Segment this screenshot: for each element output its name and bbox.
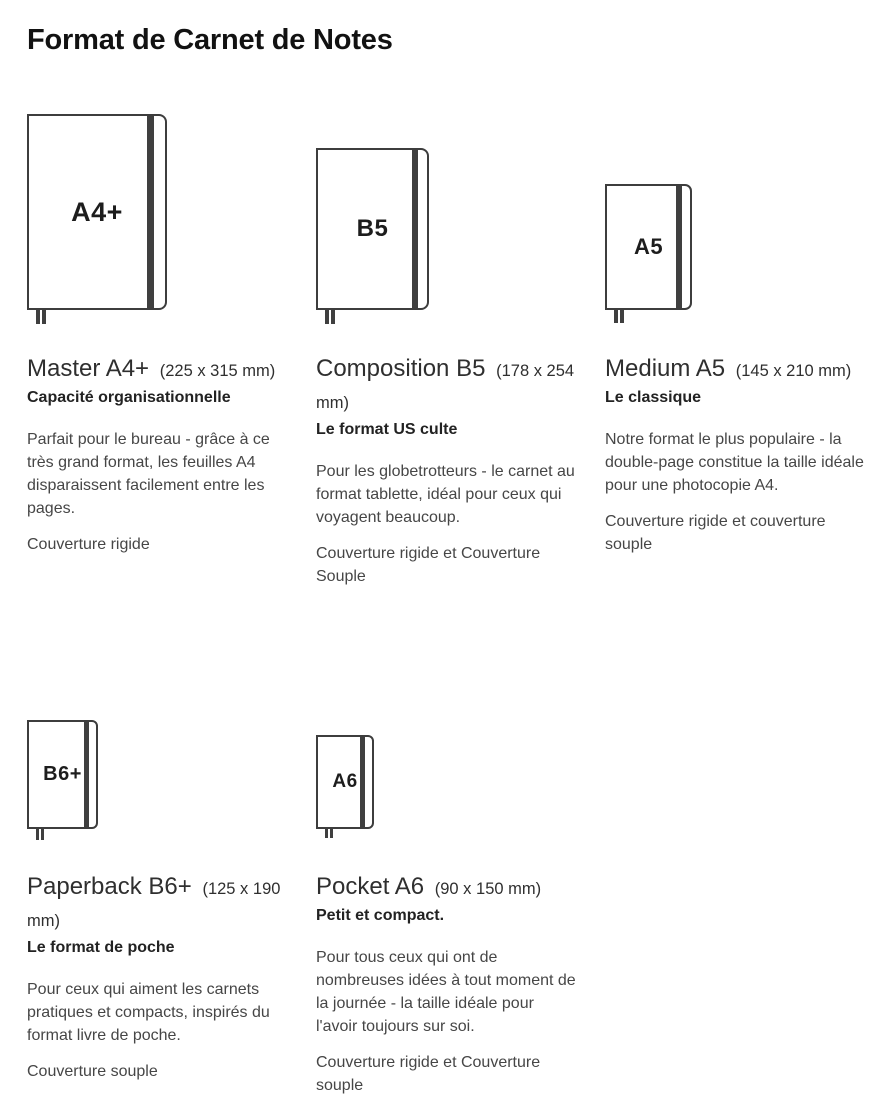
format-description: Notre format le plus populaire - la double-page constitue la taille idéale pour une photocopie A4.: [605, 431, 864, 494]
format-card-medium-a5: [605, 100, 867, 556]
notebook-cover: [605, 184, 692, 310]
format-cover-options: Couverture rigide et Couverture souple: [316, 1054, 541, 1094]
bookmark-ribbon-icon: [325, 829, 328, 838]
format-cover-options: Couverture rigide et Couverture Souple: [316, 545, 541, 585]
notebook-illustration: [27, 706, 289, 842]
format-card-composition-b5: [316, 100, 578, 588]
format-name: Paperback B6+: [27, 873, 192, 900]
format-dimensions: (178 x 254 mm): [316, 362, 575, 412]
format-name: Master A4+: [27, 355, 150, 382]
format-tagline: Capacité organisationnelle: [27, 389, 231, 406]
format-tagline: Petit et compact.: [316, 907, 445, 924]
bookmark-ribbon-icon: [330, 829, 333, 838]
format-dimensions: (90 x 150 mm): [434, 880, 542, 898]
format-dimensions: (145 x 210 mm): [735, 362, 852, 380]
format-dimensions: (225 x 315 mm): [159, 362, 276, 380]
format-card-pocket-a6: [316, 706, 578, 1097]
format-tagline: Le classique: [605, 389, 702, 406]
format-cover-options: Couverture rigide: [27, 536, 150, 553]
format-description: Parfait pour le bureau - grâce à ce très grand format, les feuilles A4 disparaissent facilement entre les pages.: [27, 431, 270, 517]
notebook-format-label: B6+: [43, 763, 82, 785]
elastic-band-icon: [147, 116, 154, 308]
format-card-master-a4plus: [27, 100, 289, 556]
notebook-illustration: [27, 100, 289, 324]
notebook-format-label: A4+: [71, 196, 123, 227]
elastic-band-icon: [84, 722, 89, 827]
format-tagline: Le format US culte: [316, 421, 458, 438]
format-description: Pour les globetrotteurs - le carnet au format tablette, idéal pour ceux qui voyagent beaucoup.: [316, 463, 575, 526]
format-cover-options: Couverture rigide et couverture souple: [605, 513, 826, 553]
format-title: [605, 354, 867, 386]
bookmark-ribbon-icon: [620, 310, 624, 323]
bookmark-ribbon-icon: [325, 310, 329, 324]
notebook-format-label: B5: [356, 215, 389, 242]
format-dimensions: (125 x 190 mm): [27, 880, 281, 930]
format-cover-options: Couverture souple: [27, 1063, 158, 1080]
format-title: [27, 354, 289, 386]
elastic-band-icon: [676, 186, 682, 308]
notebook-cover: [316, 148, 429, 310]
elastic-band-icon: [360, 737, 365, 827]
page-title: Format de Carnet de Notes: [27, 24, 393, 56]
bookmark-ribbon-icon: [36, 829, 39, 840]
format-name: Composition B5: [316, 355, 486, 382]
elastic-band-icon: [412, 150, 418, 308]
format-name: Medium A5: [605, 355, 726, 382]
formats-row-1: [27, 100, 890, 588]
format-title: [316, 872, 578, 904]
format-description: Pour tous ceux qui ont de nombreuses idées à tout moment de la journée - la taille idéale pour l'avoir toujours sur soi.: [316, 949, 576, 1035]
bookmark-ribbon-icon: [41, 829, 44, 840]
format-title: [27, 872, 289, 936]
bookmark-ribbon-icon: [331, 310, 335, 324]
notebook-illustration: [316, 706, 578, 842]
format-card-paperback-b6plus: [27, 706, 289, 1083]
format-title: [316, 354, 578, 418]
notebook-illustration: [605, 100, 867, 324]
bookmark-ribbon-icon: [42, 310, 46, 324]
bookmark-ribbon-icon: [36, 310, 40, 324]
format-name: Pocket A6: [316, 873, 425, 900]
notebook-cover: [27, 114, 167, 310]
notebook-format-label: A6: [332, 771, 358, 792]
notebook-illustration: [316, 100, 578, 324]
format-tagline: Le format de poche: [27, 939, 175, 956]
notebook-cover: [27, 720, 98, 829]
notebook-format-label: A5: [633, 234, 664, 259]
formats-row-2: [27, 706, 890, 1097]
notebook-cover: [316, 735, 374, 829]
bookmark-ribbon-icon: [614, 310, 618, 323]
format-description: Pour ceux qui aiment les carnets pratiques et compacts, inspirés du format livre de poche.: [27, 981, 270, 1044]
